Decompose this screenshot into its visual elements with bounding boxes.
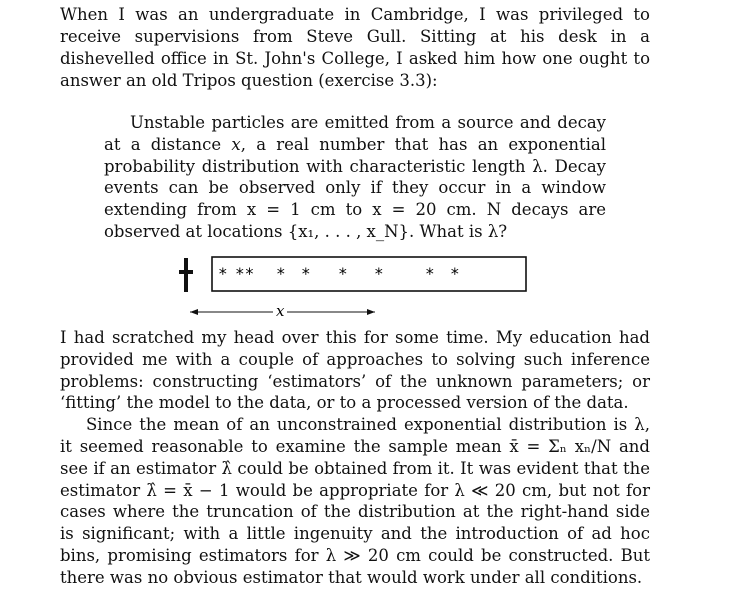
exercise-variable-x: x (231, 134, 241, 154)
decay-mark: * (450, 264, 460, 283)
source-tick-top (179, 270, 193, 274)
decay-mark: * (301, 264, 311, 283)
paragraph-1: I had scratched my head over this for some time. My education had provided me with a couple of approaches to solving such inference problems: constructing ‘estimators’ of the unknown parameters; or ‘fitting’ the model to the data, or to a processed version of the data. (60, 328, 650, 413)
axis-arrow-right (367, 309, 375, 315)
exercise-quote (104, 112, 606, 243)
decay-mark: * (338, 264, 348, 283)
decay-mark: * (374, 264, 384, 283)
paragraph-2: Since the mean of an unconstrained exponential distribution is λ, it seemed reasonable to examine the sample mean x̄ = Σₙ xₙ/N and see if an estimator λ̂ could be obtained from it. It was evident that the estimator λ̂ = x̄ − 1 would be appropriate for λ ≪ 20 cm, but not for cases where the truncation of the distribution at the right-hand side is significant; with a little ingenuity and the introduction of ad hoc bins, promising estimators for λ ≫ 20 cm could be constructed. But there was no obvious estimator that would work under all conditions. (60, 415, 650, 587)
decay-mark: ** (235, 264, 255, 283)
decay-window-figure (150, 250, 550, 320)
decay-mark: * (276, 264, 286, 283)
exercise-text-after: , a real number that has an exponential probability distribution with characteristic length λ. Decay events can be observed only if they occur in a window extending from x = 1 cm to x = 20 cm. N decays are observed at locations {x₁, . . . , x_N}. What is λ? (104, 134, 607, 241)
decay-mark: * (425, 264, 435, 283)
intro-paragraph (60, 4, 650, 92)
exercise-text-before: Unstable particles are emitted from a source and decay at a distance (104, 113, 606, 154)
decay-mark: * (218, 264, 228, 283)
observation-window (212, 257, 526, 291)
axis-label-x: x (276, 302, 285, 320)
axis-arrow-left (190, 309, 198, 315)
discussion (60, 327, 650, 589)
intro-text: When I was an undergraduate in Cambridge, I was privileged to receive supervisions from Steve Gull. Sitting at his desk in a dishevelled office in St. John's College, I asked him how one ought to answer an old Tripos question (exercise 3.3): (60, 5, 650, 90)
source-bar (184, 258, 188, 292)
